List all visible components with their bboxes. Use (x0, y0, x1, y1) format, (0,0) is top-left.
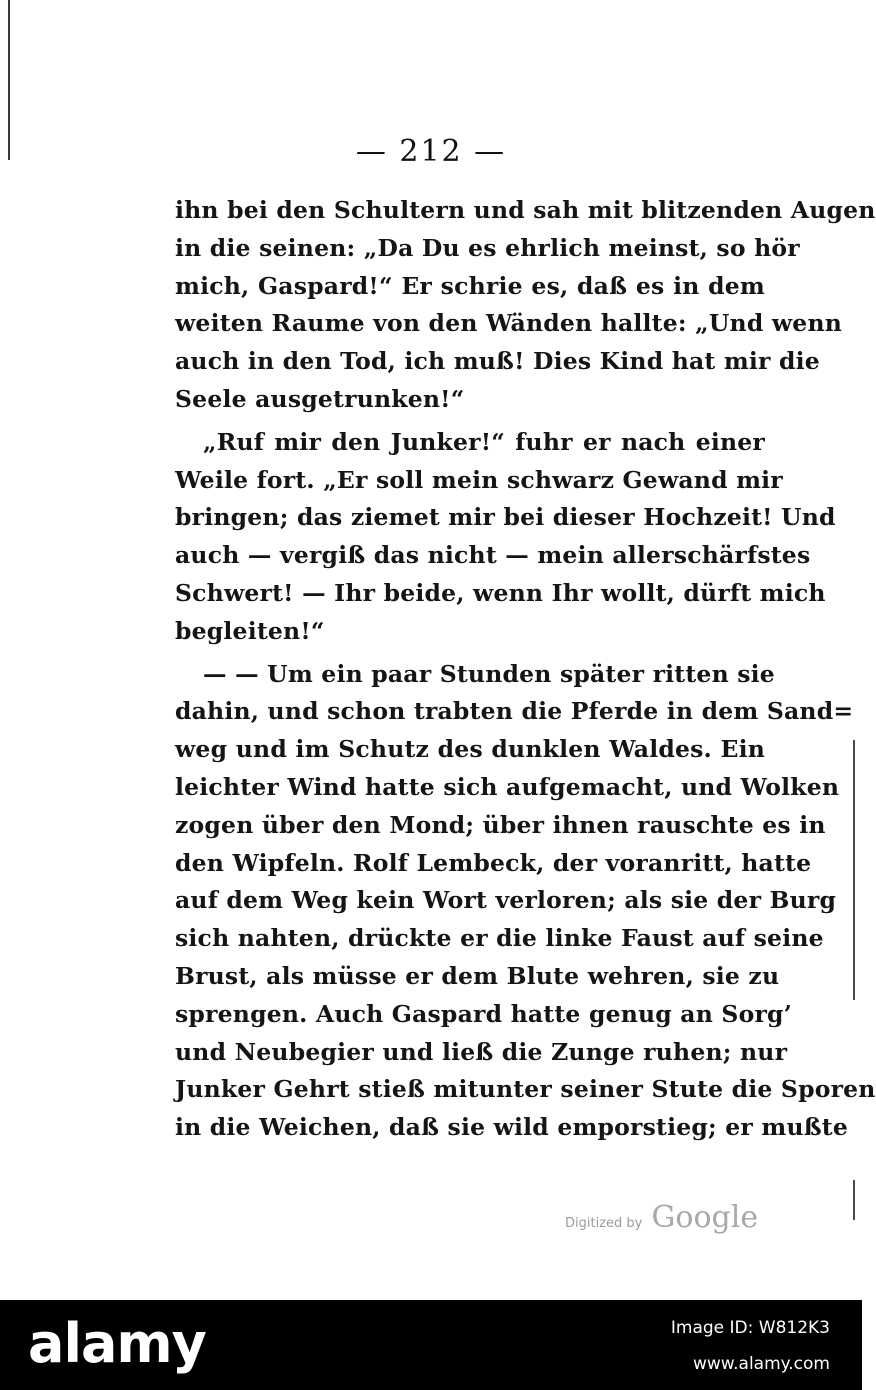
text-line: Weile fort. „Er soll mein schwarz Gewand mir (175, 465, 783, 494)
text-line: dahin, und schon trabten die Pferde in dem Sand= (175, 697, 854, 726)
text-line: auf dem Weg kein Wort verloren; als sie der Burg (175, 886, 837, 915)
text-line: den Wipfeln. Rolf Lembeck, der voranritt, hatte (175, 848, 812, 877)
digitized-by-google-watermark (565, 1200, 758, 1235)
text-line: Junker Gehrt stieß mitunter seiner Stute die Sporen (175, 1075, 876, 1104)
text-line: auch — vergiß das nicht — mein allerschärfstes (175, 541, 811, 570)
text-line: auch in den Tod, ich muß! Dies Kind hat mir die (175, 347, 820, 376)
text-line: bringen; das ziemet mir bei dieser Hochzeit! Und (175, 503, 836, 532)
text-line: Brust, als müsse er dem Blute wehren, sie zu (175, 961, 780, 990)
body-text (175, 192, 876, 1147)
scan-edge-right (853, 740, 855, 1000)
text-line: sich nahten, drückte er die linke Faust auf seine (175, 924, 824, 953)
text-line: in die seinen: „Da Du es ehrlich meinst, so hör (175, 233, 800, 262)
text-line: in die Weichen, daß sie wild emporstieg; er mußte (175, 1113, 848, 1142)
text-line: Schwert! — Ihr beide, wenn Ihr wollt, dürft mich (175, 578, 826, 607)
text-line: weiten Raume von den Wänden hallte: „Und wenn (175, 309, 843, 338)
text-line: begleiten!“ (175, 616, 325, 645)
text-line: sprengen. Auch Gaspard hatte genug an Sorg’ (175, 999, 793, 1028)
image-id-label: Image ID: W812K3 (670, 1318, 830, 1338)
text-line: zogen über den Mond; über ihnen rauschte es in (175, 810, 826, 839)
digitized-by-label: Digitized by (565, 1216, 643, 1231)
text-line: Seele ausgetrunken!“ (175, 384, 465, 413)
text-line: „Ruf mir den Junker!“ fuhr er nach einer (203, 427, 765, 456)
text-line: weg und im Schutz des dunklen Waldes. Ein (175, 735, 765, 764)
text-line: ihn bei den Schultern und sah mit blitzenden Augen (175, 196, 876, 224)
text-line: leichter Wind hatte sich aufgemacht, und Wolken (175, 772, 840, 801)
text-line: — — Um ein paar Stunden später ritten sie (203, 659, 775, 688)
text-line: und Neubegier und ließ die Zunge ruhen; nur (175, 1037, 788, 1066)
google-logo: Google (651, 1200, 759, 1235)
site-url: www.alamy.com (692, 1354, 830, 1374)
alamy-logo: alamy (28, 1312, 206, 1375)
scan-edge-right (853, 1180, 855, 1220)
stock-footer-bar (0, 1300, 862, 1390)
text-line: mich, Gaspard!“ Er schrie es, daß es in dem (175, 271, 765, 300)
page-number: — 212 — (355, 134, 507, 169)
